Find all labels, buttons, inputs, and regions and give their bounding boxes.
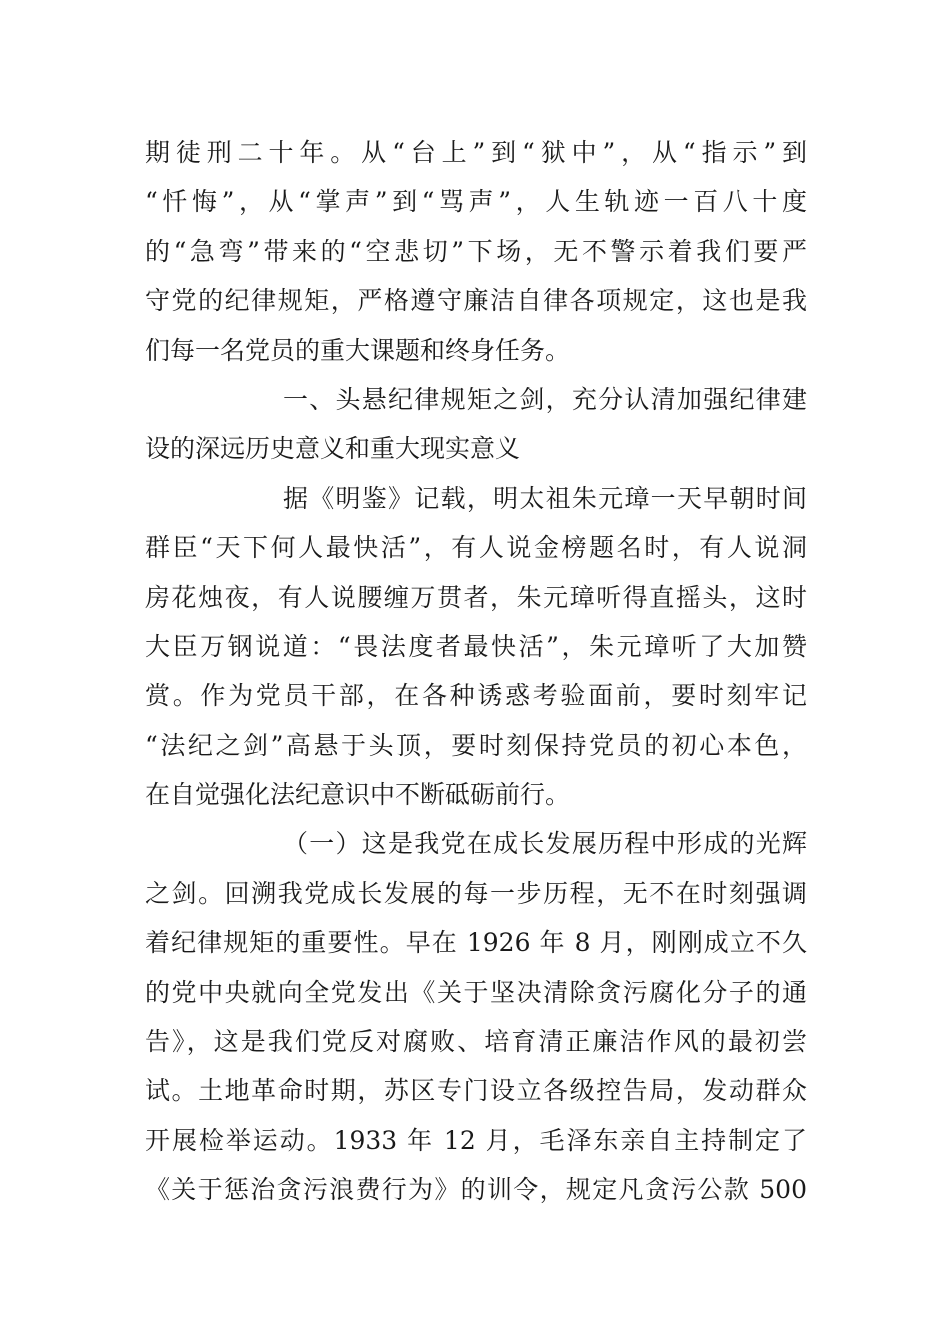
paragraph-line: 开展检举运动。1933 年 12 月，毛泽东亲自主持制定了	[145, 1125, 807, 1155]
paragraph-line: 们每一名党员的重大课题和终身任务。	[145, 335, 571, 365]
paragraph-line: 《关于惩治贪污浪费行为》的训令，规定凡贪污公款 500	[145, 1175, 807, 1205]
paragraph-line: 赏。作为党员干部，在各种诱惑考验面前，要时刻牢记	[145, 681, 807, 711]
paragraph-line: “忏悔”，从“掌声”到“骂声”，人生轨迹一百八十度	[145, 187, 807, 217]
paragraph-line: 据《明鉴》记载，明太祖朱元璋一天早朝时间	[283, 483, 807, 513]
section-heading-line: 设的深远历史意义和重大现实意义	[145, 434, 521, 464]
section-heading-line: 一、头悬纪律规矩之剑，充分认清加强纪律建	[283, 384, 807, 414]
paragraph-line: 在自觉强化法纪意识中不断砥砺前行。	[145, 780, 571, 810]
paragraph-line: 的党中央就向全党发出《关于坚决清除贪污腐化分子的通	[145, 977, 807, 1007]
paragraph-line: 期徒刑二十年。从“台上”到“狱中”，从“指示”到	[145, 138, 807, 167]
paragraph-line: 房花烛夜，有人说腰缠万贯者，朱元璋听得直摇头，这时	[145, 582, 807, 612]
paragraph-line: 试。土地革命时期，苏区专门设立各级控告局，发动群众	[145, 1076, 807, 1106]
paragraph-line: 告》，这是我们党反对腐败、培育清正廉洁作风的最初尝	[145, 1027, 807, 1057]
paragraph-line: 守党的纪律规矩，严格遵守廉洁自律各项规定，这也是我	[145, 286, 807, 316]
paragraph-line: 群臣“天下何人最快活”，有人说金榜题名时，有人说洞	[145, 533, 807, 563]
document-body	[145, 128, 807, 1215]
subsection-heading-line: （一）这是我党在成长发展历程中形成的光辉	[283, 829, 807, 859]
paragraph-line: 之剑。回溯我党成长发展的每一步历程，无不在时刻强调	[145, 878, 807, 908]
paragraph-line: 大臣万钢说道：“畏法度者最快活”，朱元璋听了大加赞	[145, 631, 807, 661]
paragraph-line: “法纪之剑”高悬于头顶，要时刻保持党员的初心本色，	[145, 730, 807, 760]
paragraph-line: 的“急弯”带来的“空悲切”下场，无不警示着我们要严	[145, 236, 807, 266]
paragraph-line: 着纪律规矩的重要性。早在 1926 年 8 月，刚刚成立不久	[145, 928, 807, 958]
